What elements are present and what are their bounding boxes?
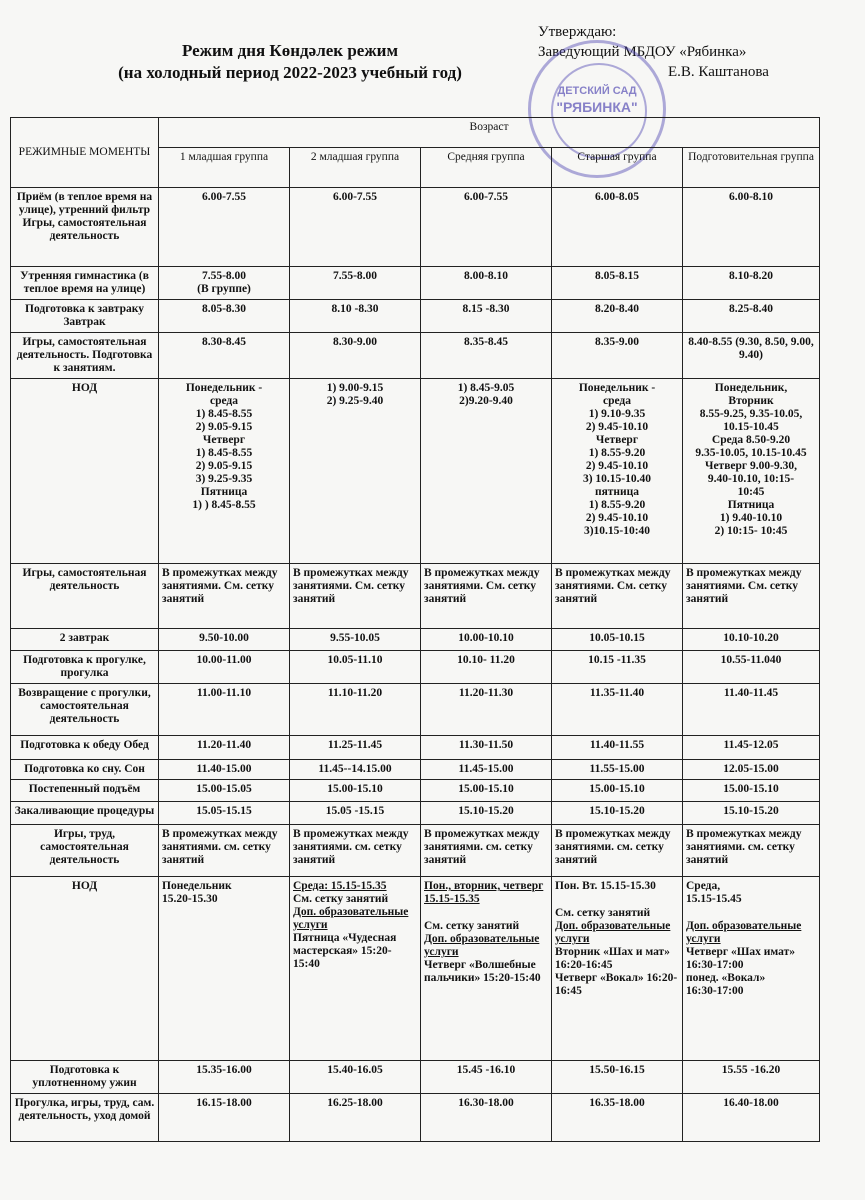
cell-time: 8.25-8.40 [683, 300, 820, 333]
table-row [11, 802, 820, 825]
nod2-dop: Доп. образовательные услуги [293, 906, 409, 931]
row-label: Прогулка, игры, труд, сам. деятельность, уход домой [11, 1094, 159, 1142]
cell-time: 11.25-11.45 [290, 736, 421, 760]
group-header: 1 младшая группа [159, 148, 290, 188]
cell-time: 8.30-8.45 [159, 333, 290, 379]
nod2-cell-2 [290, 877, 421, 1061]
cell-time: Понедельник - среда 1) 8.45-8.55 2) 9.05-9.15 Четверг 1) 8.45-8.55 2) 9.05-9.15 3) 9.25-9.35 Пятница 1) ) 8.45-8.55 [159, 379, 290, 564]
cell-time: 16.15-18.00 [159, 1094, 290, 1142]
cell-time: В промежутках между занятиями. см. сетку занятий [683, 825, 820, 877]
cell-time: 15.00-15.10 [290, 780, 421, 802]
table-row [11, 736, 820, 760]
cell-time: 6.00-8.05 [552, 188, 683, 267]
stamp-text-1: ДЕТСКИЙ САД [557, 85, 637, 97]
cell-time: 8.35-8.45 [421, 333, 552, 379]
cell-time: 15.45 -16.10 [421, 1061, 552, 1094]
nod2-text: См. сетку занятий [555, 907, 651, 919]
nod2-dop: Доп. образовательные услуги [424, 933, 540, 958]
cell-time: 11.35-11.40 [552, 684, 683, 736]
cell-time: 7.55-8.00 [290, 267, 421, 300]
approve-line-3: Е.В. Каштанова [668, 64, 769, 80]
cell-time: 10.00-10.10 [421, 629, 552, 651]
nod2-cell-4 [552, 877, 683, 1061]
row-label: Подготовка к уплотненному ужин [11, 1061, 159, 1094]
row-label: Утренняя гимнастика (в теплое время на улице) [11, 267, 159, 300]
cell-time: 10.00-11.00 [159, 651, 290, 684]
cell-time: 6.00-7.55 [421, 188, 552, 267]
cell-time: 11.40-11.45 [683, 684, 820, 736]
row-label: НОД [11, 877, 159, 1061]
cell-time: Понедельник - среда 1) 9.10-9.35 2) 9.45-10.10 Четверг 1) 8.55-9.20 2) 9.45-10.10 3) 10.15-10.40 пятница 1) 8.55-9.20 2) 9.45-10.10 3)10.15-10:40 [552, 379, 683, 564]
cell-time: 11.10-11.20 [290, 684, 421, 736]
group-header: Старшая группа [552, 148, 683, 188]
cell-time: 15.50-16.15 [552, 1061, 683, 1094]
cell-time: 15.10-15.20 [683, 802, 820, 825]
nod2-text: Четверг «Волшебные пальчики» 15:20-15:40 [424, 959, 541, 984]
row-label: Закаливающие процедуры [11, 802, 159, 825]
nod2-cell-3 [421, 877, 552, 1061]
nod2-cell-5 [683, 877, 820, 1061]
cell-time: 15.10-15.20 [552, 802, 683, 825]
row-label: Игры, самостоятельная деятельность [11, 564, 159, 629]
row-label: Подготовка к завтраку Завтрак [11, 300, 159, 333]
cell-time: 11.30-11.50 [421, 736, 552, 760]
cell-time: 9.50-10.00 [159, 629, 290, 651]
nod2-text: Пятница «Чудесная мастерская» 15:20-15:40 [293, 932, 397, 970]
cell-time: 8.10 -8.30 [290, 300, 421, 333]
table-row [11, 651, 820, 684]
cell-time: 6.00-8.10 [683, 188, 820, 267]
row-label: Игры, самостоятельная деятельность. Подготовка к занятиям. [11, 333, 159, 379]
row-label: Подготовка ко сну. Сон [11, 760, 159, 780]
cell-time: В промежутках между занятиями. См. сетку занятий [290, 564, 421, 629]
cell-time: 1) 9.00-9.15 2) 9.25-9.40 [290, 379, 421, 564]
cell-time: В промежутках между занятиями. См. сетку занятий [159, 564, 290, 629]
table-row [11, 760, 820, 780]
nod2-head: Среда: 15.15-15.35 [293, 880, 387, 892]
cell-time: 8.40-8.55 (9.30, 8.50, 9.00, 9.40) [683, 333, 820, 379]
cell-time: 10.10-10.20 [683, 629, 820, 651]
cell-time: 8.10-8.20 [683, 267, 820, 300]
cell-time: В промежутках между занятиями. см. сетку занятий [421, 825, 552, 877]
cell-time: 15.00-15.10 [421, 780, 552, 802]
group-header: Подготовительная группа [683, 148, 820, 188]
cell-time: 10.15 -11.35 [552, 651, 683, 684]
cell-time: 11.45-15.00 [421, 760, 552, 780]
row-label: Подготовка к прогулке, прогулка [11, 651, 159, 684]
cell-time: 15.10-15.20 [421, 802, 552, 825]
cell-time: 16.25-18.00 [290, 1094, 421, 1142]
nod2-head: Пон. Вт. 15.15-15.30 [555, 880, 656, 892]
cell-time: В промежутках между занятиями. см. сетку занятий [290, 825, 421, 877]
table-header-row [11, 118, 820, 148]
table-row [11, 188, 820, 267]
cell-time: 11.40-11.55 [552, 736, 683, 760]
header-moments: РЕЖИМНЫЕ МОМЕНТЫ [11, 118, 159, 188]
cell-time: 16.40-18.00 [683, 1094, 820, 1142]
cell-time: 16.30-18.00 [421, 1094, 552, 1142]
cell-time: 8.35-9.00 [552, 333, 683, 379]
header-age: Возраст [159, 118, 820, 148]
cell-time: 15.05 -15.15 [290, 802, 421, 825]
nod2-head: Пон., вторник, четверг 15.15-15.35 [424, 880, 544, 905]
cell-time: 6.00-7.55 [159, 188, 290, 267]
cell-time: 15.40-16.05 [290, 1061, 421, 1094]
schedule-table [10, 117, 820, 1142]
cell-time: 11.20-11.40 [159, 736, 290, 760]
title-line-2: (на холодный период 2022-2023 учебный год) [118, 63, 462, 82]
page-title [60, 40, 520, 84]
row-label: Приём (в теплое время на улице), утренний фильтр Игры, самостоятельная деятельность [11, 188, 159, 267]
group-header: 2 младшая группа [290, 148, 421, 188]
row-label: НОД [11, 379, 159, 564]
nod2-text: См. сетку занятий [293, 893, 389, 905]
nod2-head: Среда, 15.15-15.45 [686, 880, 742, 905]
table-row-nod-afternoon [11, 877, 820, 1061]
cell-time: 10.05-10.15 [552, 629, 683, 651]
cell-time: 11.40-15.00 [159, 760, 290, 780]
table-row [11, 780, 820, 802]
cell-time: 8.00-8.10 [421, 267, 552, 300]
cell-time: 11.45-12.05 [683, 736, 820, 760]
cell-time: В промежутках между занятиями. См. сетку занятий [421, 564, 552, 629]
cell-time: Понедельник, Вторник 8.55-9.25, 9.35-10.05, 10.15-10.45 Среда 8.50-9.20 9.35-10.05, 10.15-10.45 Четверг 9.00-9.30, 9.40-10.10, 10:15- 10:45 Пятница 1) 9.40-10.10 2) 10:15- 10:45 [683, 379, 820, 564]
row-label: Игры, труд, самостоятельная деятельность [11, 825, 159, 877]
nod2-dop: Доп. образовательные услуги [555, 920, 671, 945]
approve-line-2: Заведующий МБДОУ «Рябинка» [538, 44, 747, 60]
table-row [11, 825, 820, 877]
title-line-1: Режим дня Көндәлек режим [181, 41, 399, 60]
cell-time: 8.05-8.15 [552, 267, 683, 300]
cell-time: 10.10- 11.20 [421, 651, 552, 684]
nod2-cell-1: Понедельник 15.20-15.30 [159, 877, 290, 1061]
cell-time: В промежутках между занятиями. См. сетку занятий [683, 564, 820, 629]
cell-time: 6.00-7.55 [290, 188, 421, 267]
table-row [11, 684, 820, 736]
table-row [11, 629, 820, 651]
nod2-text: Четверг «Шах имат» 16:30-17:00 понед. «Вокал» 16:30-17:00 [686, 946, 795, 997]
row-label: Возвращение с прогулки, самостоятельная деятельность [11, 684, 159, 736]
cell-time: 11.20-11.30 [421, 684, 552, 736]
cell-time: 7.55-8.00 (В группе) [159, 267, 290, 300]
cell-time: 11.45--14.15.00 [290, 760, 421, 780]
nod2-text: См. сетку занятий [424, 920, 520, 932]
table-row [11, 333, 820, 379]
table-row [11, 267, 820, 300]
table-row [11, 1061, 820, 1094]
cell-time: 15.05-15.15 [159, 802, 290, 825]
cell-time: В промежутках между занятиями. см. сетку занятий [159, 825, 290, 877]
cell-time: 15.00-15.10 [552, 780, 683, 802]
cell-time: 1) 8.45-9.05 2)9.20-9.40 [421, 379, 552, 564]
cell-time: 10.05-11.10 [290, 651, 421, 684]
table-row [11, 300, 820, 333]
nod2-dop: Доп. образовательные услуги [686, 920, 802, 945]
group-header: Средняя группа [421, 148, 552, 188]
cell-time: 9.55-10.05 [290, 629, 421, 651]
table-row [11, 379, 820, 564]
row-label: Постепенный подъём [11, 780, 159, 802]
approve-line-1: Утверждаю: [538, 24, 617, 40]
cell-time: 8.30-9.00 [290, 333, 421, 379]
nod2-text: Вторник «Шах и мат» 16:20-16:45 Четверг «Вокал» 16:20-16:45 [555, 946, 678, 997]
cell-time: 15.35-16.00 [159, 1061, 290, 1094]
cell-time: 11.00-11.10 [159, 684, 290, 736]
cell-time: 15.55 -16.20 [683, 1061, 820, 1094]
cell-time: 8.15 -8.30 [421, 300, 552, 333]
cell-time: 8.20-8.40 [552, 300, 683, 333]
cell-time: 8.05-8.30 [159, 300, 290, 333]
row-label: 2 завтрак [11, 629, 159, 651]
cell-time: 15.00-15.05 [159, 780, 290, 802]
cell-time: 12.05-15.00 [683, 760, 820, 780]
cell-time: 11.55-15.00 [552, 760, 683, 780]
cell-time: 10.55-11.040 [683, 651, 820, 684]
table-row [11, 564, 820, 629]
row-label: Подготовка к обеду Обед [11, 736, 159, 760]
stamp-text-2: "РЯБИНКА" [556, 99, 638, 115]
cell-time: В промежутках между занятиями. См. сетку занятий [552, 564, 683, 629]
table-row [11, 1094, 820, 1142]
cell-time: В промежутках между занятиями. см. сетку занятий [552, 825, 683, 877]
cell-time: 16.35-18.00 [552, 1094, 683, 1142]
cell-time: 15.00-15.10 [683, 780, 820, 802]
